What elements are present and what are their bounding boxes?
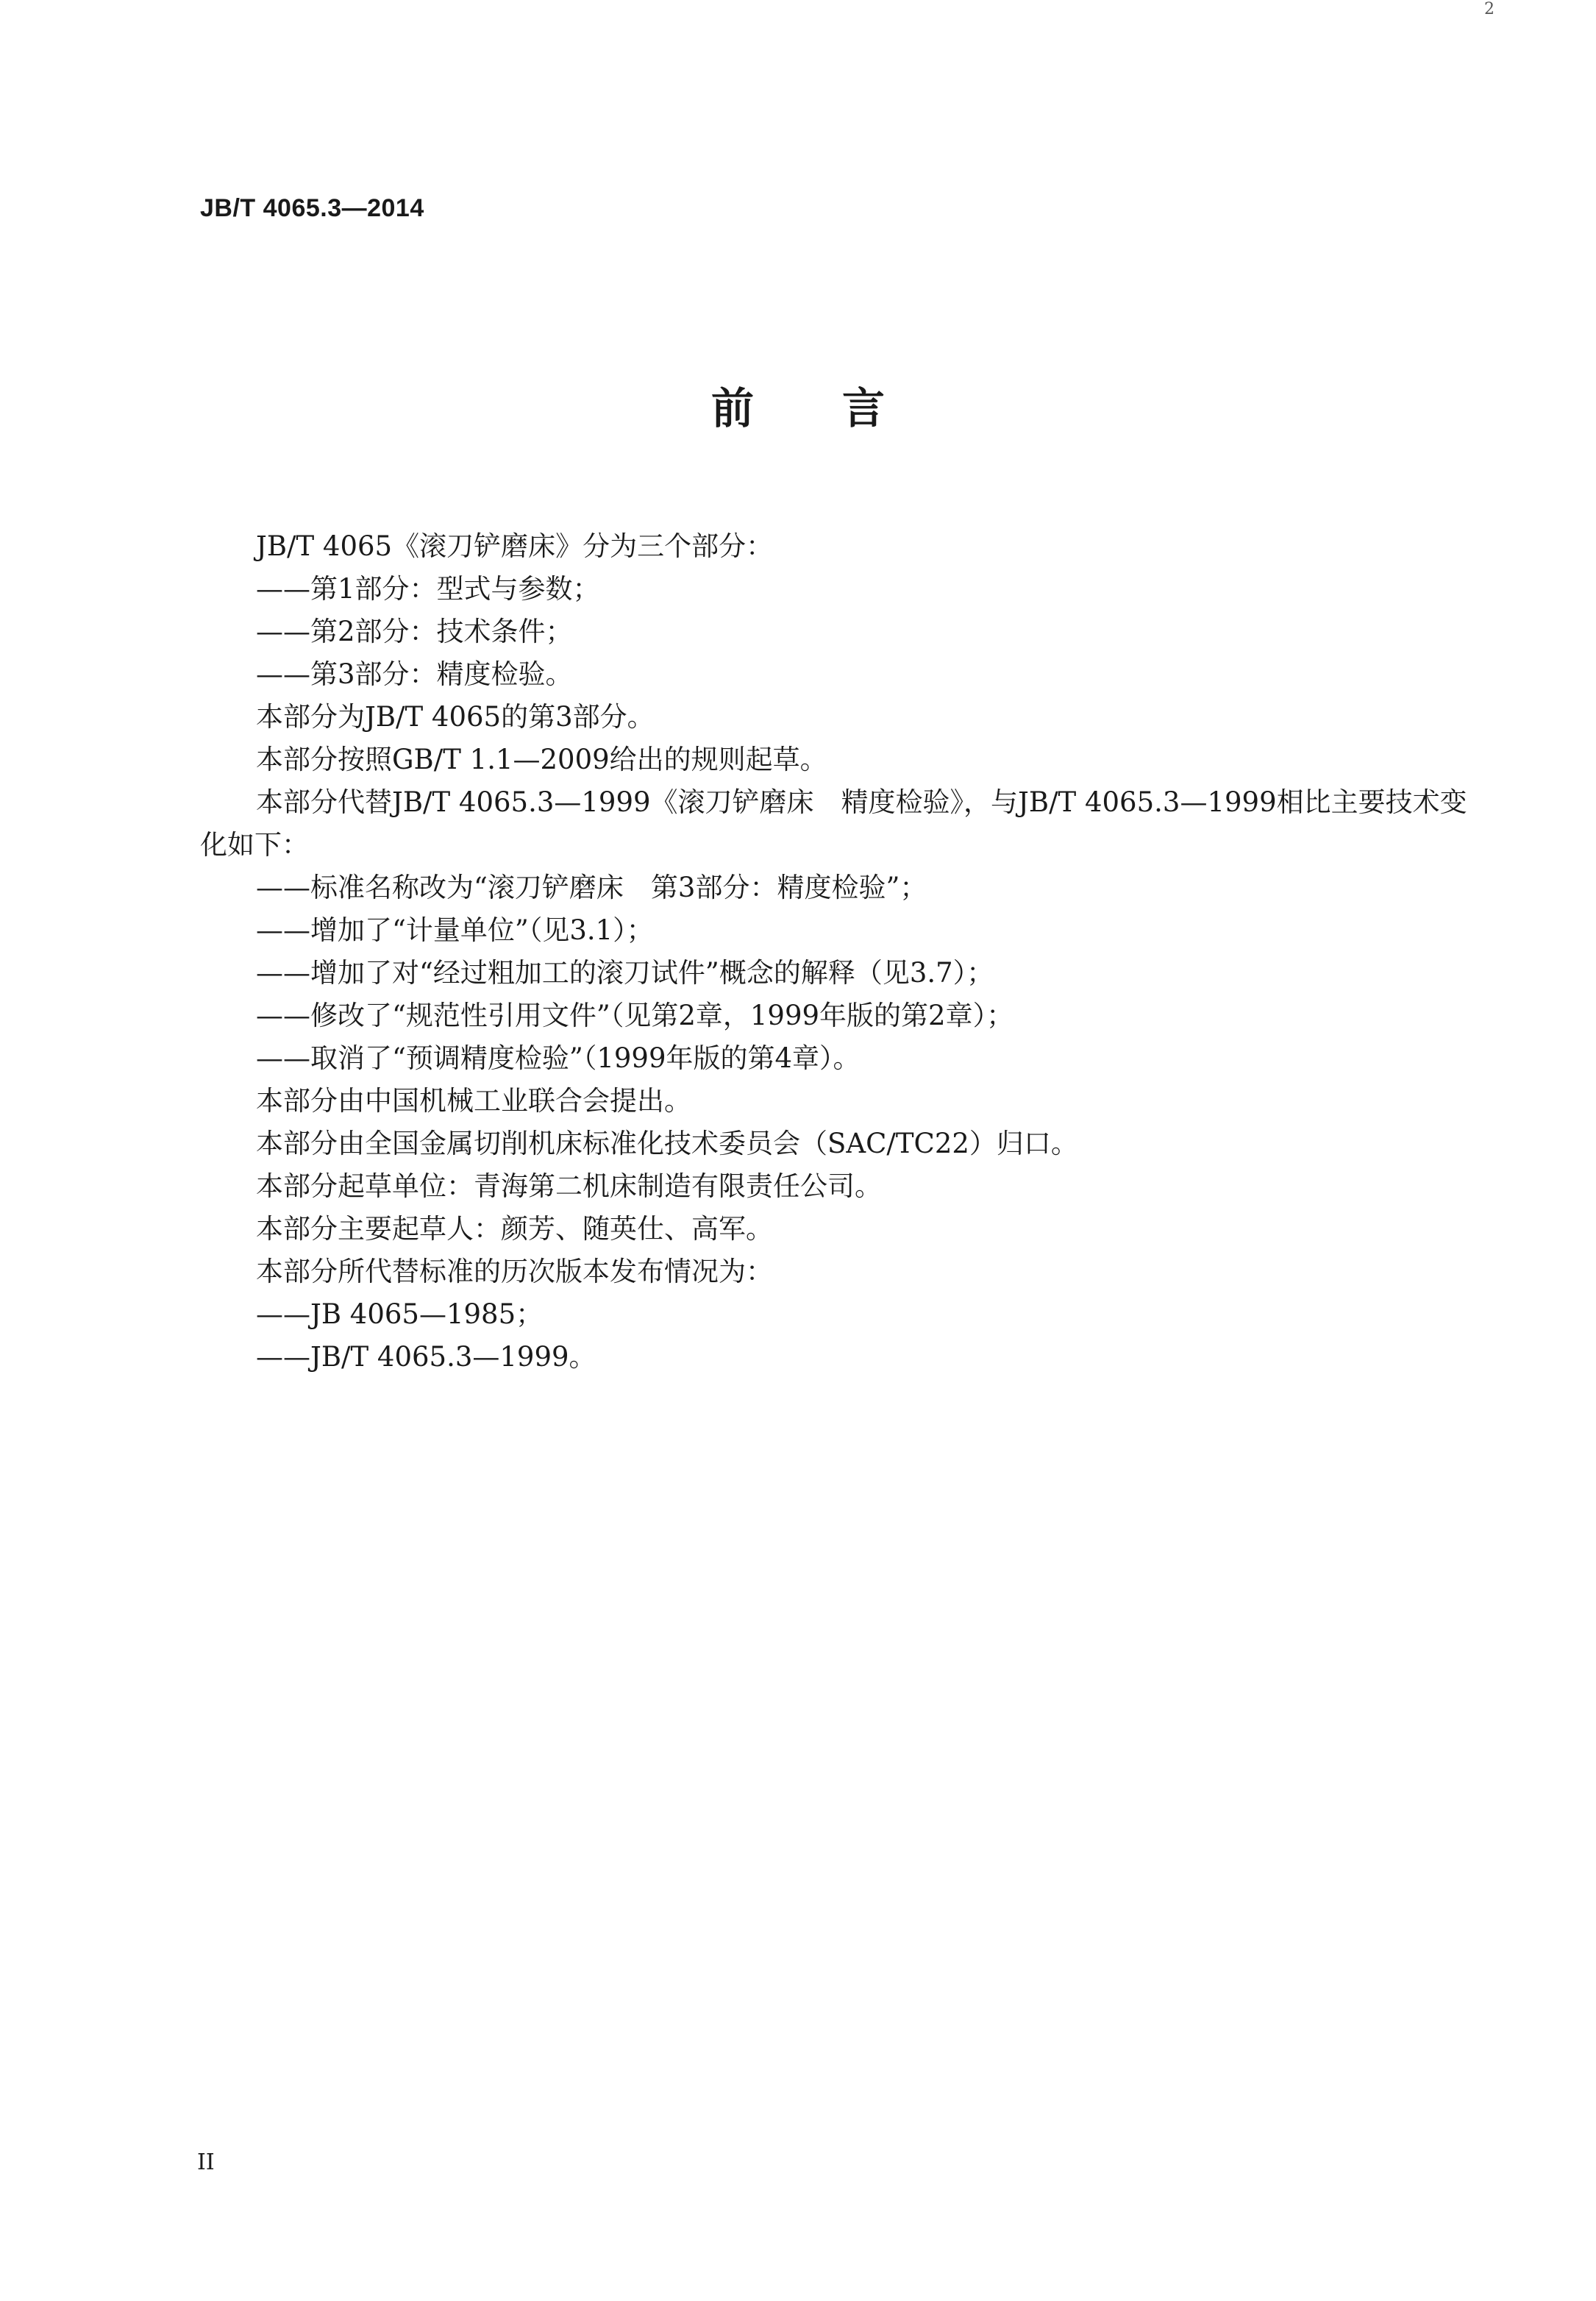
foreword-paragraph: 本部分由全国金属切削机床标准化技术委员会（SAC/TC22）归口。	[256, 1128, 1078, 1159]
foreword-list-item: ——增加了对“经过粗加工的滚刀试件”概念的解释（见3.7）；	[256, 957, 994, 989]
foreword-list-item: ——增加了“计量单位”（见3.1）；	[256, 914, 654, 946]
foreword-list-item: ——取消了“预调精度检验”（1999年版的第4章）。	[256, 1042, 861, 1074]
foreword-paragraph: 本部分为JB/T 4065的第3部分。	[256, 701, 655, 733]
foreword-paragraph: 本部分所代替标准的历次版本发布情况为：	[256, 1256, 773, 1287]
foreword-paragraph: 本部分主要起草人：颜芳、随英仕、高军。	[256, 1213, 773, 1245]
page-number: II	[197, 2149, 215, 2175]
foreword-list-item: ——修改了“规范性引用文件”（见第2章，1999年版的第2章）；	[256, 1000, 1014, 1031]
foreword-body	[200, 525, 1480, 1379]
foreword-list-item: ——第2部分：技术条件；	[256, 616, 573, 647]
foreword-list-item: ——JB/T 4065.3—1999。	[256, 1341, 596, 1373]
foreword-list-item: ——第3部分：精度检验。	[256, 658, 573, 690]
foreword-paragraph: JB/T 4065《滚刀铲磨床》分为三个部分：	[256, 530, 774, 562]
foreword-paragraph: 本部分起草单位：青海第二机床制造有限责任公司。	[256, 1170, 882, 1202]
foreword-list-item: ——标准名称改为“滚刀铲磨床 第3部分：精度检验”；	[256, 872, 927, 903]
foreword-paragraph: 本部分由中国机械工业联合会提出。	[256, 1085, 691, 1117]
page-corner-mark: 2	[1484, 0, 1495, 18]
standard-number-header: JB/T 4065.3—2014	[200, 194, 424, 222]
foreword-paragraph: 本部分代替JB/T 4065.3—1999《滚刀铲磨床 精度检验》，与JB/T 4065.3—1999相比主要技术变化如下：	[200, 786, 1467, 861]
page-title: 前言	[710, 383, 973, 433]
foreword-paragraph: 本部分按照GB/T 1.1—2009给出的规则起草。	[256, 744, 827, 775]
foreword-list-item: ——JB 4065—1985；	[256, 1298, 544, 1330]
foreword-list-item: ——第1部分：型式与参数；	[256, 573, 600, 605]
